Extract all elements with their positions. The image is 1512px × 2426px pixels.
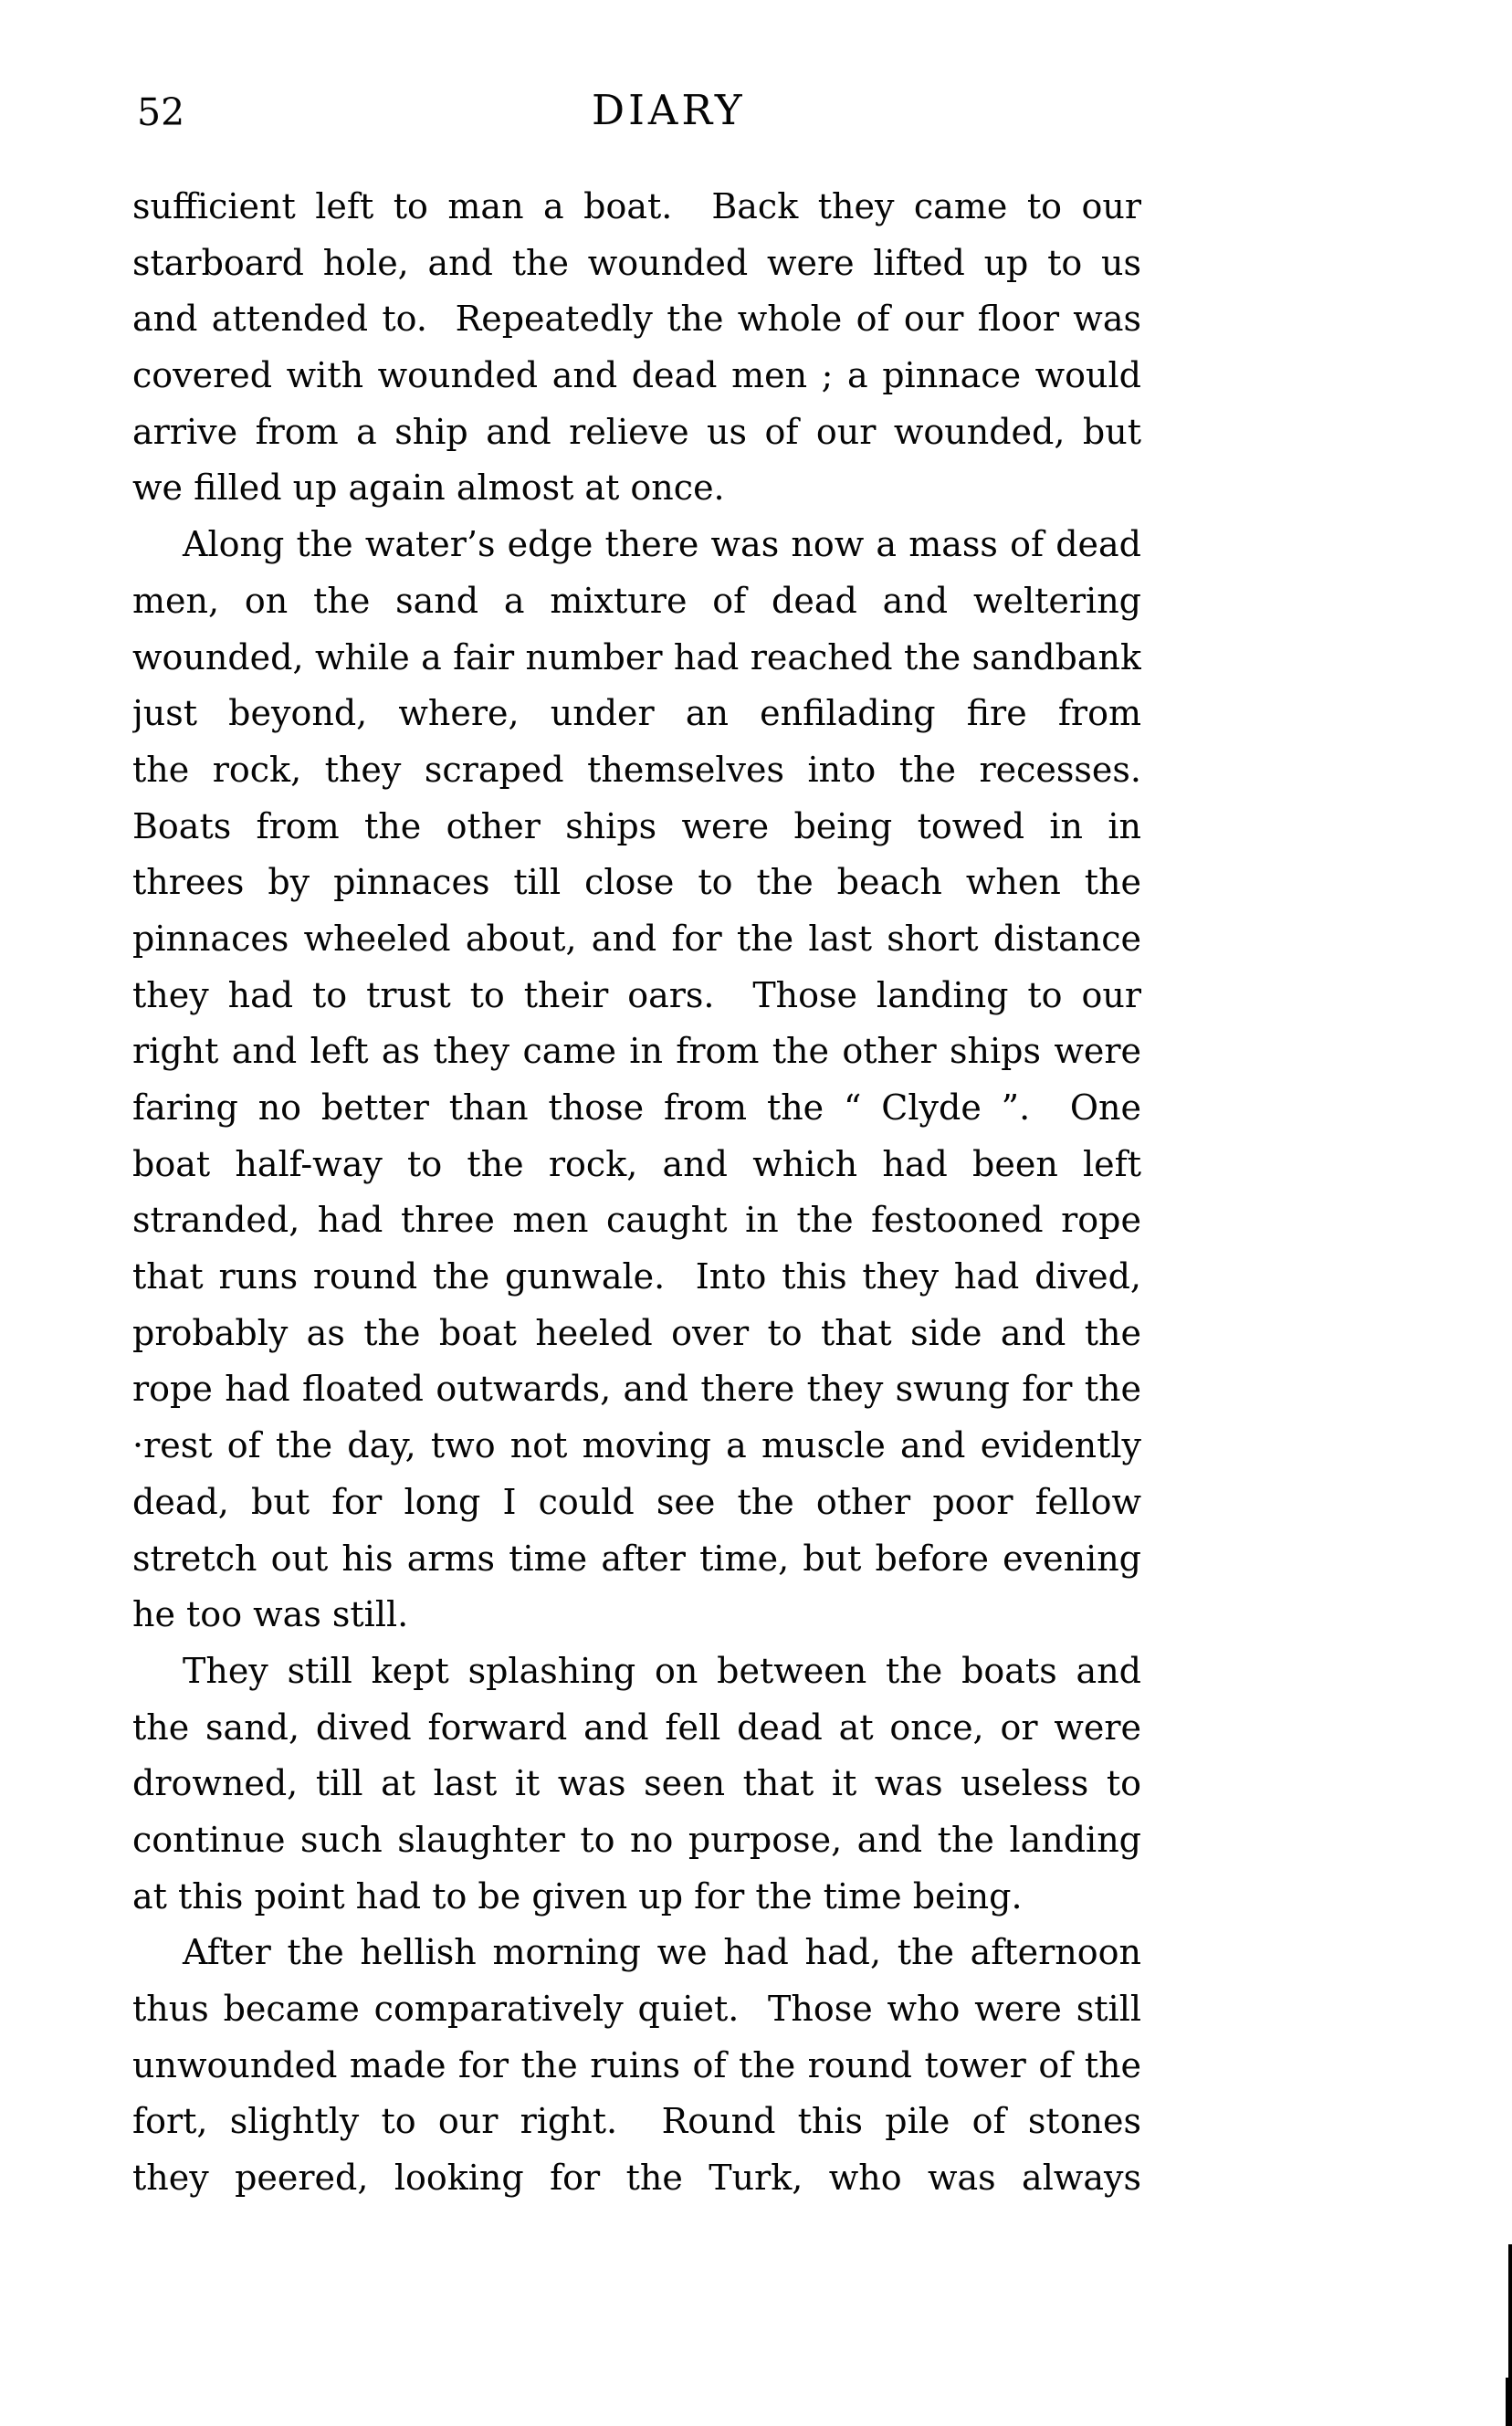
text-line: arrive from a ship and relieve us of our wounded, but (132, 411, 1141, 452)
text-line: right and left as they came in from the other ships were (132, 1031, 1141, 1072)
text-line: starboard hole, and the wounded were lifted up to us (132, 242, 1141, 283)
text-line: they peered, looking for the Turk, who was always (132, 2158, 1141, 2199)
text-line: men, on the sand a mixture of dead and weltering (132, 580, 1141, 621)
text-line: faring no better than those from the “ Clyde ”. One (132, 1087, 1141, 1128)
text-line: rope had floated outwards, and there they swung for the (132, 1369, 1141, 1410)
text-line: we filled up again almost at once. (132, 467, 725, 509)
text-line: they had to trust to their oars. Those landing to our (132, 974, 1141, 1015)
text-block (132, 179, 1141, 2207)
text-line: They still kept splashing on between the boats and (183, 1650, 1141, 1691)
text-line: sufficient left to man a boat. Back they came to our (132, 186, 1141, 226)
text-line: covered with wounded and dead men ; a pinnace would (132, 355, 1141, 396)
text-line: and attended to. Repeatedly the whole of our floor was (132, 299, 1141, 340)
text-line: Boats from the other ships were being towed in in (132, 805, 1141, 846)
text-line: drowned, till at last it was seen that it was useless to (132, 1763, 1141, 1804)
text-line: pinnaces wheeled about, and for the last short distance (132, 918, 1141, 959)
text-line: ·rest of the day, two not moving a muscle and evidently (132, 1425, 1141, 1466)
text-line: thus became comparatively quiet. Those who were still (132, 1989, 1141, 2029)
text-line: unwounded made for the ruins of the round tower of the (132, 2044, 1141, 2085)
text-line: the rock, they scraped themselves into the recesses. (132, 749, 1141, 790)
text-line: continue such slaughter to no purpose, and the landing (132, 1819, 1141, 1860)
scan-edge-artifact (1506, 2378, 1512, 2426)
text-line: he too was still. (132, 1594, 409, 1635)
text-line: wounded, while a fair number had reached the sandbank (132, 636, 1141, 677)
text-line: just beyond, where, under an enfilading fire from (132, 693, 1141, 734)
page-number: 52 (137, 90, 185, 134)
text-line: that runs round the gunwale. Into this they had dived, (132, 1256, 1141, 1297)
text-line: stretch out his arms time after time, but before evening (132, 1538, 1141, 1579)
text-line: After the hellish morning we had had, the afternoon (183, 1932, 1141, 1973)
text-line: dead, but for long I could see the other poor fellow (132, 1481, 1141, 1522)
running-head-title: DIARY (592, 86, 746, 134)
text-line: at this point had to be given up for the time being. (132, 1875, 1023, 1917)
text-line: fort, slightly to our right. Round this pile of stones (132, 2101, 1141, 2142)
text-line: stranded, had three men caught in the festooned rope (132, 1200, 1141, 1241)
text-line: boat half-way to the rock, and which had been left (132, 1143, 1141, 1184)
text-line: Along the water’s edge there was now a mass of dead (183, 524, 1141, 565)
text-line: the sand, dived forward and fell dead at once, or were (132, 1707, 1141, 1748)
text-line: probably as the boat heeled over to that side and the (132, 1312, 1141, 1353)
text-line: threes by pinnaces till close to the beach when the (132, 862, 1141, 903)
